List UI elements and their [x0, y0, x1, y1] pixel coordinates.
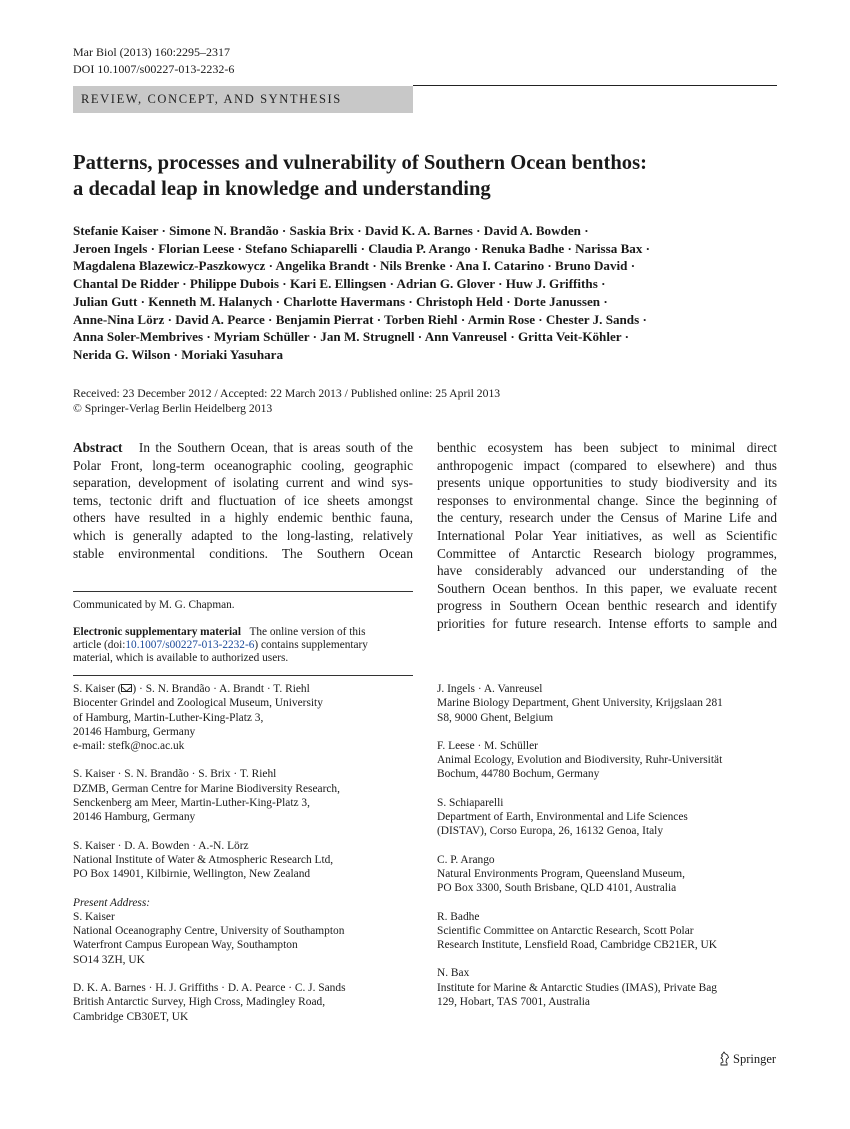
affiliation-block: F. Leese · M. Schüller Animal Ecology, Evolution and Biodiversity, Ruhr-Universität Bochum, 44780 Bochum, Germany	[437, 739, 723, 781]
affiliation-block: S. Kaiser ( ) · S. N. Brandão · A. Brandt · T. Riehl Biocenter Grindel and Zoological Museum, University of Hamburg, Martin-Luther-King-Platz 3, 20146 Hamburg, Germany e-mail: stefk@noc.ac.uk	[73, 682, 418, 753]
springer-knight-icon	[718, 1051, 730, 1066]
affiliations-left	[73, 682, 418, 1038]
footnote-rule	[73, 591, 413, 592]
abstract-line: tems, tectonic drift and fluctuation of ice sheets amongst	[73, 492, 413, 508]
affiliation-block: S. Schiaparelli Department of Earth, Environmental and Life Sciences (DISTAV), Corso Europa, 26, 16132 Genoa, Italy	[437, 796, 688, 838]
author-line: Julian Gutt · Kenneth M. Halanych · Charlotte Havermans · Christoph Held · Dorte Janussen ·	[73, 293, 608, 309]
affiliation-block: Present Address: S. Kaiser National Oceanography Centre, University of Southampton Waterfront Campus European Way, Southampton SO14 3ZH, UK	[73, 896, 418, 967]
author-line: Stefanie Kaiser · Simone N. Brandão · Saskia Brix · David K. A. Barnes · David A. Bowden ·	[73, 223, 589, 238]
author-line: Jeroen Ingels · Florian Leese · Stefano Schiaparelli · Claudia P. Arango · Renuka Badhe · Narissa Bax ·	[73, 240, 651, 256]
affiliation-block: S. Kaiser · S. N. Brandão · S. Brix · T. Riehl DZMB, German Centre for Marine Biodiversity Research, Senckenberg am Meer, Martin-Luther-King-Platz 3, 20146 Hamburg, Germany	[73, 768, 340, 824]
abstract-line: Polar Front, long-term oceanographic cooling, geographic	[73, 457, 413, 473]
article-type-banner: REVIEW, CONCEPT, AND SYNTHESIS	[73, 86, 413, 113]
author-line: Anne-Nina Lörz · David A. Pearce · Benjamin Pierrat · Torben Riehl · Armin Rose · Chester J. Sands ·	[73, 311, 647, 327]
author-line: Anna Soler-Membrives · Myriam Schüller · Jan M. Strugnell · Ann Vanreusel · Gritta Veit-Köhler ·	[73, 329, 630, 345]
header-rule	[413, 85, 777, 86]
affiliations-right	[437, 682, 782, 1023]
journal-citation: Mar Biol (2013) 160:2295–2317	[73, 45, 230, 59]
affiliation-block: R. Badhe Scientific Committee on Antarctic Research, Scott Polar Research Institute, Lensfield Road, Cambridge CB21ER, UK	[437, 910, 717, 952]
title-line: Patterns, processes and vulnerability of Southern Ocean benthos:	[73, 152, 647, 174]
envelope-icon	[121, 684, 132, 692]
abstract-line: which is generally adapted to the long-lasting, relatively	[73, 527, 413, 543]
publication-dates	[73, 386, 500, 416]
article-title	[73, 150, 783, 202]
abstract-line: benthic ecosystem has been subject to minimal direct	[437, 440, 777, 455]
abstract-line: presents unique opportunities to study biodiversity and its	[437, 475, 777, 491]
copyright-line: © Springer-Verlag Berlin Heidelberg 2013	[73, 402, 273, 415]
doi-link[interactable]: 10.1007/s00227-013-2232-6	[125, 639, 255, 652]
title-line: a decadal leap in knowledge and understanding	[73, 178, 491, 200]
abstract-line: Committee of Antarctic Research biology programmes,	[437, 545, 777, 561]
affiliation-block: N. Bax Institute for Marine & Antarctic Studies (IMAS), Private Bag 129, Hobart, TAS 7001, Australia	[437, 967, 717, 1009]
affiliation-block: D. K. A. Barnes · H. J. Griffiths · D. A. Pearce · C. J. Sands British Antarctic Survey, High Cross, Madingley Road, Cambridge CB30ET, UK	[73, 982, 346, 1023]
abstract-line: International Polar Year initiatives, as well as Scientific	[437, 527, 777, 543]
abstract-line: the century, research under the Census of Marine Life and	[437, 510, 777, 526]
journal-header	[73, 44, 234, 78]
abstract-line: progress in Southern Ocean benthic research and identify	[437, 598, 777, 614]
abstract-line: responses to environmental change. Since the beginning of	[437, 492, 777, 508]
abstract-heading: Abstract	[73, 440, 123, 455]
affiliation-rule	[73, 675, 413, 676]
publisher-mark	[718, 1051, 776, 1067]
abstract-line: separation, development of isolating current and wind sys-	[73, 475, 413, 491]
abstract-line: stable environmental conditions. The Southern Ocean	[73, 545, 413, 561]
author-line: Nerida G. Wilson · Moriaki Yasuhara	[73, 346, 284, 362]
abstract-line: priorities for future research. Intense efforts to sample and	[437, 615, 777, 631]
esm-heading: Electronic supplementary material	[73, 626, 241, 638]
supplementary-material-note: Electronic supplementary material The online version of this article (doi:10.1007/s00227-013-2232-6) contains supplementary material, which is available to authorized users.	[73, 626, 368, 665]
abstract-left-column	[73, 439, 413, 562]
abstract-line: anthropogenic impact (compared to elsewhere) and thus	[437, 457, 777, 473]
author-list	[73, 222, 783, 364]
author-line: Magdalena Blazewicz-Paszkowycz · Angelika Brandt · Nils Brenke · Ana I. Catarino · Bruno David ·	[73, 258, 636, 274]
affiliation-block: J. Ingels · A. Vanreusel Marine Biology Department, Ghent University, Krijgslaan 281 S8, 9000 Ghent, Belgium	[437, 683, 723, 724]
dates-line: Received: 23 December 2012 / Accepted: 22 March 2013 / Published online: 25 April 2013	[73, 387, 501, 400]
journal-doi: DOI 10.1007/s00227-013-2232-6	[73, 62, 235, 76]
affiliation-block: C. P. Arango Natural Environments Program, Queensland Museum, PO Box 3300, South Brisbane, QLD 4101, Australia	[437, 853, 686, 895]
present-address-heading: Present Address:	[73, 896, 151, 909]
abstract-line: Southern Ocean benthos. In this paper, we evaluate recent	[437, 580, 777, 596]
abstract-line: others have resulted in a highly endemic benthic fauna,	[73, 510, 413, 526]
publisher-name: Springer	[733, 1052, 777, 1066]
affiliation-block: S. Kaiser · D. A. Bowden · A.-N. Lörz National Institute of Water & Atmospheric Research Ltd, PO Box 14901, Kilbirnie, Wellington, New Zealand	[73, 839, 334, 881]
author-line: Chantal De Ridder · Philippe Dubois · Kari E. Ellingsen · Adrian G. Glover · Huw J. Griffiths ·	[73, 276, 606, 292]
abstract-line: Abstract In the Southern Ocean, that is areas south of the	[73, 440, 413, 455]
communicated-by: Communicated by M. G. Chapman.	[73, 599, 235, 611]
corresponding-email[interactable]: e-mail: stefk@noc.ac.uk	[73, 740, 185, 753]
abstract-line: have considerably advanced our understanding of the	[437, 563, 777, 579]
abstract-right-column	[437, 439, 777, 633]
